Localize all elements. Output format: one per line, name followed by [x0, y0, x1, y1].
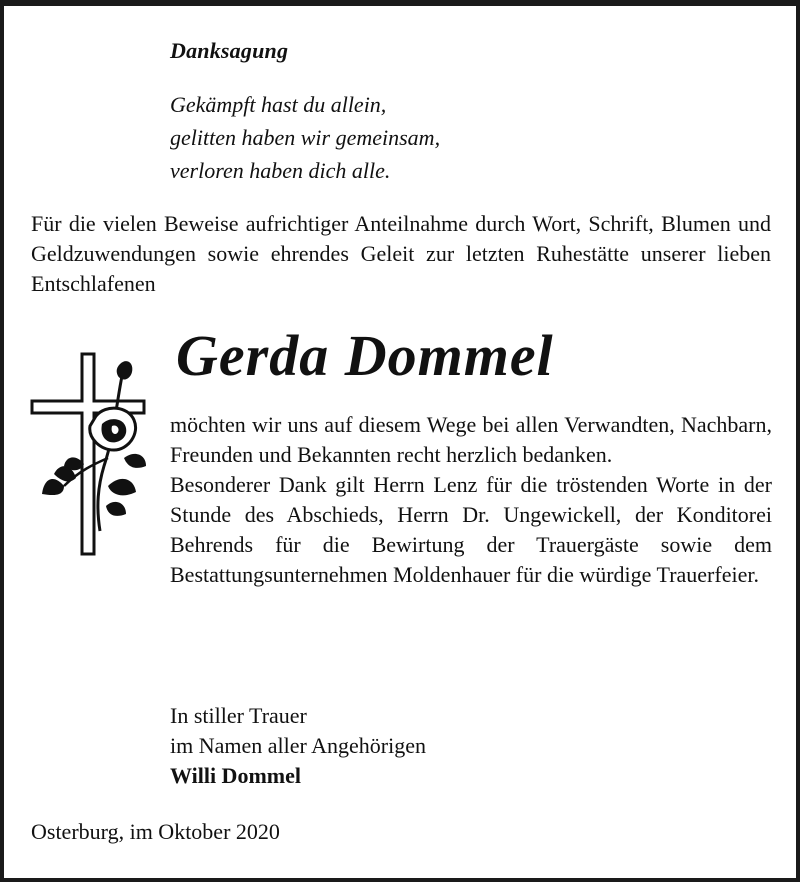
closing-line: In stiller Trauer — [170, 703, 307, 728]
place-date: Osterburg, im Oktober 2020 — [31, 819, 280, 844]
closing-block — [170, 701, 426, 791]
poem — [170, 88, 440, 187]
special-thanks-paragraph: Besonderer Dank gilt Herrn Lenz für die tröstenden Worte in der Stunde des Abschieds, Herrn Dr. Ungewickell, der Konditorei Behrends für die Bewirtung der Trauergäste sowie dem Bestattungsunternehmen Moldenhauer für die würdige Trauerfeier. — [170, 472, 772, 587]
deceased-name: Gerda Dommel — [176, 323, 554, 388]
poem-line: gelitten haben wir gemeinsam, — [170, 125, 441, 150]
closing-line: im Namen aller Angehörigen — [170, 733, 426, 758]
intro-paragraph: Für die vielen Beweise aufrichtiger Anteilnahme durch Wort, Schrift, Blumen und Geldzuwendungen sowie ehrendes Geleit zur letzten Ruhestätte unserer lieben Entschlafenen — [31, 211, 771, 296]
thanks-text — [170, 410, 772, 590]
cross-with-rose-icon — [24, 346, 159, 561]
signer-name: Willi Dommel — [170, 763, 301, 788]
notice-heading: Danksagung — [170, 38, 289, 63]
thanks-paragraph: möchten wir uns auf diesem Wege bei allen Verwandten, Nachbarn, Freunden und Bekannten recht herzlich bedanken. — [170, 412, 772, 467]
poem-line: Gekämpft hast du allein, — [170, 92, 387, 117]
poem-line: verloren haben dich alle. — [170, 158, 391, 183]
